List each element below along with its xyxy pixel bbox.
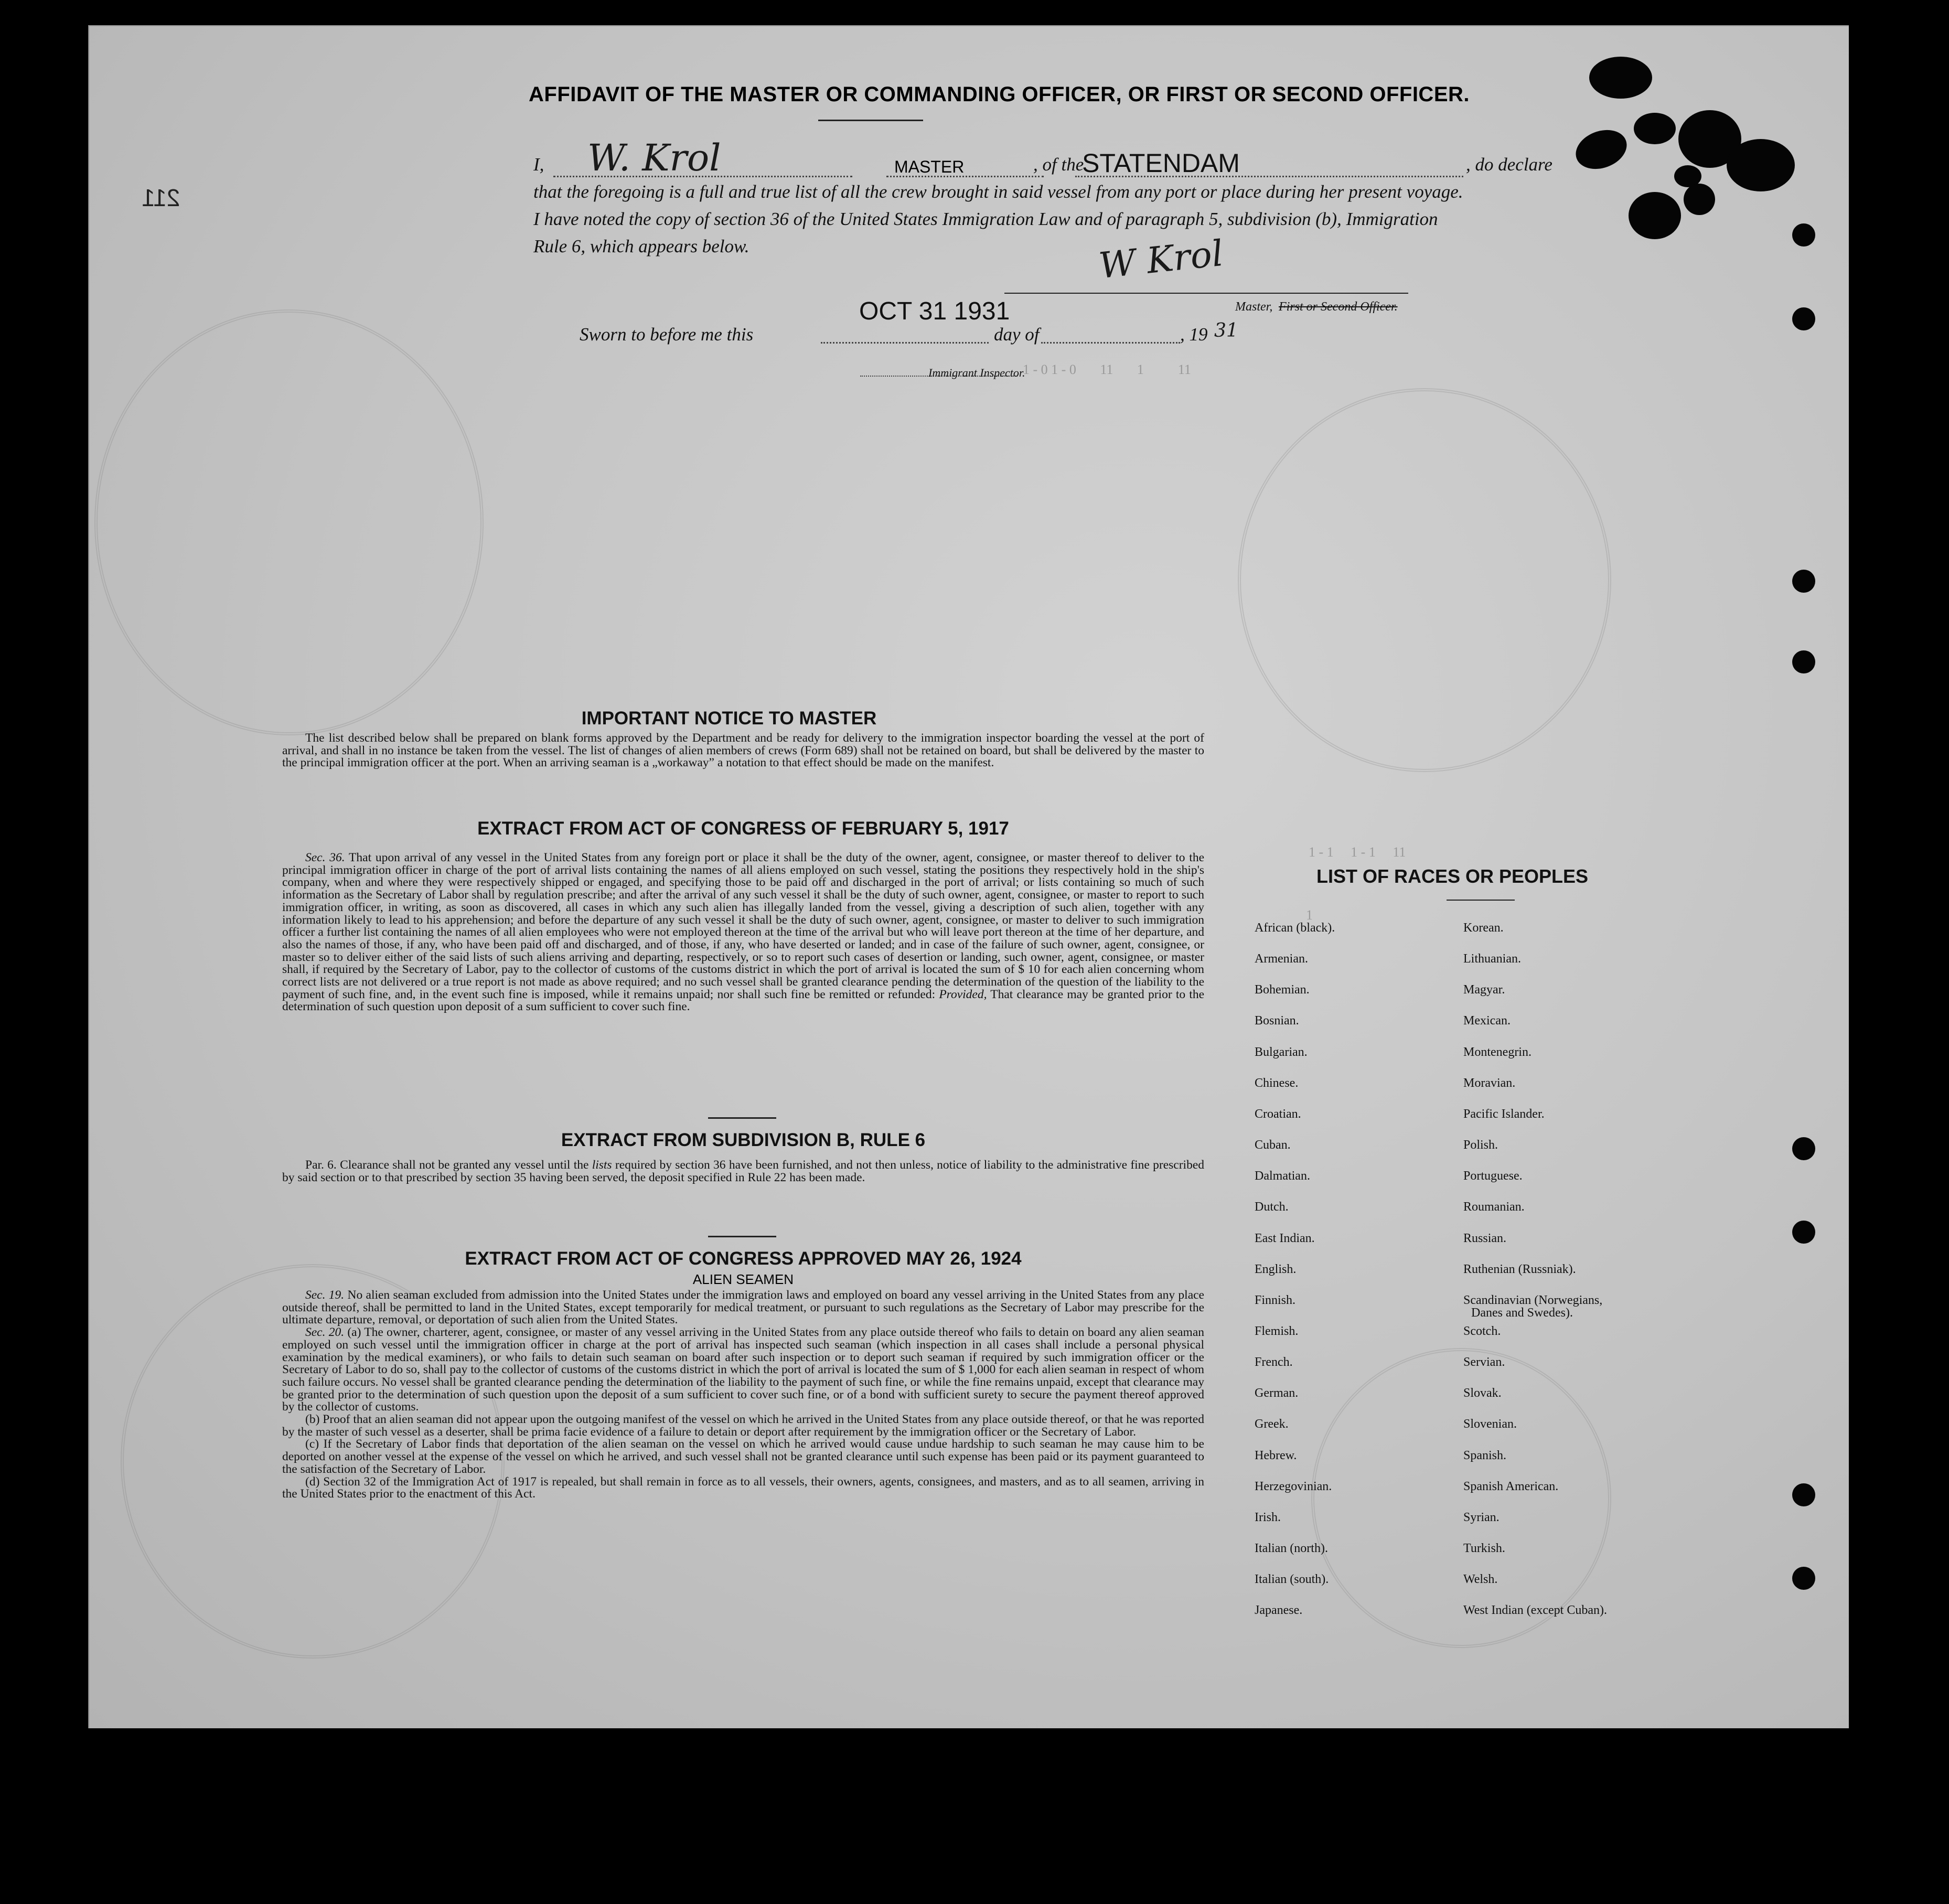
punch-hole <box>1792 307 1815 330</box>
extract-1924-title: EXTRACT FROM ACT OF CONGRESS APPROVED MAY 26, 1924 <box>465 1248 1022 1269</box>
race-item: Italian (north). <box>1255 1542 1328 1555</box>
race-item: French. <box>1255 1355 1293 1370</box>
punch-hole <box>1792 223 1815 247</box>
race-item: West Indian (except Cuban). <box>1463 1603 1607 1618</box>
race-item: East Indian. <box>1255 1231 1315 1245</box>
race-item: Korean. <box>1463 921 1504 935</box>
punch-hole <box>1792 1221 1815 1244</box>
section-36-end: That clearance may be granted prior to the determination of such question upon deposit of a sum sufficient to cover such fine. <box>282 987 1205 1014</box>
race-item: Bulgarian. <box>1255 1045 1308 1059</box>
race-item: Cuban. <box>1255 1138 1291 1152</box>
race-item: Chinese. <box>1255 1076 1299 1090</box>
ink-blot <box>1589 57 1652 99</box>
race-item: Flemish. <box>1255 1324 1299 1338</box>
punch-hole <box>1792 570 1815 593</box>
extract-1917-title: EXTRACT FROM ACT OF CONGRESS OF FEBRUARY 5, 1917 <box>477 818 1009 839</box>
notice-text <box>282 732 1204 769</box>
extract-1924-text <box>282 1289 1204 1501</box>
punch-hole <box>1792 650 1815 673</box>
bleed-through-seal-bottom-right <box>1311 1348 1611 1648</box>
notice-paragraph: The list described below shall be prepared on blank forms approved by the Department and be ready for delivery to the immigration inspector boarding the vessel at the port of arrival, and shall in no instance be taken from the vessel. The list of changes of alien members of crews (Form 689) shall not be retained on board, but shall be delivered by the master to the principal immigration officer at the port. When an arriving seaman is a „workaway” a notation to that effect should be made on the manifest. <box>282 731 1204 770</box>
race-item: Roumanian. <box>1463 1200 1525 1214</box>
rule-6-paragraph <box>282 1159 1204 1184</box>
race-item: Armenian. <box>1255 952 1308 966</box>
name-dotted-line <box>553 176 852 177</box>
section-36-paragraph <box>282 852 1204 1013</box>
affidavit-line-4: Rule 6, which appears below. <box>533 236 749 256</box>
section-36-label: Sec. 36. <box>305 851 345 864</box>
section-20d-paragraph: (d) Section 32 of the Immigration Act of 1917 is repealed, but shall remain in force as to all vessels, their owners, agents, consignees, and masters, and as to all seamen, arriving in the United States prior to the enactment of this Act. <box>282 1474 1204 1501</box>
vessel-name: STATENDAM <box>1082 148 1240 178</box>
race-item: Portuguese. <box>1463 1169 1523 1183</box>
page-number: 211 <box>142 184 180 211</box>
provided-label: Provided, <box>939 987 987 1001</box>
affidavit-line-3: I have noted the copy of section 36 of the United States Immigration Law and of paragraph 5, subdivision (b), Immigration <box>533 209 1438 229</box>
ink-blot <box>1570 123 1632 176</box>
race-item: Bosnian. <box>1255 1014 1299 1028</box>
race-item: Servian. <box>1463 1355 1505 1370</box>
section-20-label: Sec. 20. <box>305 1325 345 1340</box>
race-item: Polish. <box>1463 1138 1498 1152</box>
race-item: Welsh. <box>1463 1573 1498 1587</box>
race-item: German. <box>1255 1386 1299 1400</box>
affidavit-line-2: that the foregoing is a full and true list of all the crew brought in said vessel from any port or place during her present voyage. <box>533 181 1463 202</box>
bleed-through-text: 1 - 0 1 - 0 11 1 11 <box>1023 362 1191 377</box>
divider <box>708 1236 776 1237</box>
race-item: African (black). <box>1255 921 1335 935</box>
rule-6-text-b: required by section 36 have been furnished, and not then unless, notice of liability to the administrative fine prescribed by said section or to that prescribed by section 35 having been served, the deposit specified in Rule 22 has been made. <box>282 1158 1204 1184</box>
ink-blot <box>1629 192 1681 239</box>
affidavit-title: AFFIDAVIT OF THE MASTER OR COMMANDING OFFICER, OR FIRST OR SECOND OFFICER. <box>529 83 1470 106</box>
year-prefix: , 19 <box>1180 324 1208 345</box>
race-item: Hebrew. <box>1255 1448 1297 1462</box>
master-signature: W Krol <box>1097 232 1225 287</box>
section-20a-paragraph <box>282 1327 1204 1414</box>
race-item: Mexican. <box>1463 1014 1511 1028</box>
day-of-label: day of <box>994 324 1040 345</box>
extract-1917-text <box>282 852 1204 1013</box>
ink-blot <box>1684 184 1715 215</box>
punch-hole <box>1792 1483 1815 1506</box>
inspector-label: Immigrant Inspector. <box>928 366 1025 379</box>
section-20b-paragraph: (b) Proof that an alien seaman did not appear upon the outgoing manifest of the vessel on which he arrived in the United States from any place outside thereof, or that he was reported by the master of such vessel as a deserter, shall be prima facie evidence of a failure to detain or deport after requirement by the immigration officer or the Secretary of Labor. <box>282 1413 1204 1439</box>
signature-line <box>1004 293 1408 294</box>
punch-hole <box>1792 1137 1815 1160</box>
rule-6-title: EXTRACT FROM SUBDIVISION B, RULE 6 <box>561 1130 926 1150</box>
year-handwritten: 31 <box>1214 320 1238 341</box>
rule-6-text-a: Par. 6. Clearance shall not be granted any vessel until the <box>305 1158 589 1172</box>
rank-dotted-line <box>886 176 1044 177</box>
race-item: Lithuanian. <box>1463 952 1521 966</box>
race-item: Pacific Islander. <box>1463 1107 1545 1121</box>
date-stamp: OCT 31 1931 <box>859 297 1010 325</box>
race-item: Montenegrin. <box>1463 1045 1532 1059</box>
race-item: Spanish. <box>1463 1448 1507 1462</box>
month-dotted-line <box>1041 342 1180 344</box>
races-title: LIST OF RACES OR PEOPLES <box>1316 865 1589 887</box>
race-item: Magyar. <box>1463 983 1505 997</box>
race-item: Slovenian. <box>1463 1417 1517 1431</box>
race-item: Italian (south). <box>1255 1573 1329 1587</box>
do-declare-label: , do declare <box>1466 154 1552 175</box>
race-item: Moravian. <box>1463 1076 1516 1090</box>
race-item: Turkish. <box>1463 1542 1505 1555</box>
ink-blot <box>1727 139 1795 191</box>
rank-text: MASTER <box>894 157 965 176</box>
divider <box>708 1117 776 1119</box>
bleed-through-seal-left <box>94 309 484 735</box>
race-item: English. <box>1255 1262 1297 1276</box>
alien-seamen-subtitle: ALIEN SEAMEN <box>692 1271 794 1287</box>
race-item: Dalmatian. <box>1255 1169 1310 1183</box>
vessel-dotted-line <box>1075 176 1463 177</box>
notice-title: IMPORTANT NOTICE TO MASTER <box>581 708 877 729</box>
race-item: Bohemian. <box>1255 983 1310 997</box>
race-item: Russian. <box>1463 1231 1507 1245</box>
section-19-label: Sec. 19. <box>305 1288 345 1302</box>
race-item: Greek. <box>1255 1417 1289 1431</box>
race-continuation: Danes and Swedes). <box>1471 1306 1573 1320</box>
race-item: Irish. <box>1255 1510 1281 1524</box>
affidavit-i-label: I, <box>533 154 544 175</box>
section-20a-body: (a) The owner, charterer, agent, consignee, or master of any vessel arriving in the United States from any place outside thereof who fails to detain on board any alien seaman employed on such vessel until the immigration officer in charge at the port of arrival has inspected such seaman (which inspection in all cases shall include a personal physical examination by the medical examiners), or who fails to detain such seaman on board after such inspection or to deport such seaman if required by such immigration officer or the Secretary of Labor to do so, shall pay to the collector of customs of the customs district in which the port of arrival is located the sum of $ 1,000 for each alien seaman in respect of whom such failure occurs. No vessel shall be granted clearance pending the determination of the liability to the payment of such fine, or while the fine remains unpaid, except that clearance may be granted prior to the determination of such question upon the deposit of a sum sufficient to cover such fine, or of a bond with sufficient surety to secure the payment thereof approved by the collector of customs. <box>282 1325 1205 1414</box>
document-page <box>88 25 1849 1728</box>
divider <box>818 120 923 121</box>
race-item: Scotch. <box>1463 1324 1501 1338</box>
race-item: Japanese. <box>1255 1603 1303 1618</box>
struck-officer-label: First or Second Officer. <box>1279 300 1398 314</box>
divider <box>1447 900 1515 901</box>
race-item: Dutch. <box>1255 1200 1289 1214</box>
section-19-paragraph <box>282 1289 1204 1327</box>
rule-6-text <box>282 1159 1204 1184</box>
officer-name-handwritten: W. Krol <box>587 136 721 179</box>
sworn-dotted-line <box>821 342 989 344</box>
of-the-label: , of the <box>1033 154 1084 175</box>
section-19-body: No alien seaman excluded from admission into the United States under the immigration laws and employed on board any vessel arriving in the United States from any place outside thereof, shall be permitted to land in the United States, except temporarily for medical treatment, or pursuant to such regulations as the Secretary of Labor may prescribe for the ultimate departure, removal, or deportation of such alien from the United States. <box>282 1288 1204 1327</box>
race-item: Scandinavian (Norwegians, <box>1463 1293 1603 1307</box>
section-36-body: That upon arrival of any vessel in the United States from any foreign port or place it shall be the duty of the owner, agent, consignee, or master thereof to deliver to the principal immigration officer in charge of the port of arrival lists containing the names of all aliens employed on such vessel, stating the positions they respectively hold in the ship's company, when and where they were respectively shipped or engaged, and specifying those to be paid off and discharged in the port of arrival; or lists containing so much of such information as the Secretary of Labor shall by regulation prescribe; and after the arrival of any such vessel it shall be the duty of such owner, agent, consignee, or master to report to such immigration officer, in writing, as soon as discovered, all cases in which any such alien has illegally landed from the vessel, giving a description of such alien, together with any information likely to lead to his apprehension; and before the departure of any such vessel it shall be the duty of such owner, agent, consignee, or master to deliver to such immigration officer a further list containing the names of all alien employees who were not employed thereon at the time of the arrival but who will leave port thereon at the time of her departure, and also the names of those, if any, who have been paid off and discharged, and of those, if any, who have deserted or landed; and in case of the failure of such owner, agent, consignee, or master so to deliver either of the said lists of such aliens arriving and departing, respectively, or so to report such cases of desertion or landing, such owner, agent, consignee, or master shall, if required by the Secretary of Labor, pay to the collector of customs of the customs district in which the port of arrival is located the sum of $ 10 for each alien concerning whom correct lists are not delivered or a true report is not made as above required; and no such vessel shall be granted clearance pending the determination of the question of the liability to the payment of such fine, and, in the event such fine is imposed, while it remains unpaid; nor shall such fine be remitted or refunded: <box>282 851 1204 1001</box>
punch-hole <box>1792 1567 1815 1590</box>
sworn-label: Sworn to before me this <box>580 324 754 345</box>
lists-word: lists <box>592 1158 612 1172</box>
bleed-through-seal-right <box>1238 388 1611 772</box>
race-item: Croatian. <box>1255 1107 1301 1121</box>
race-item: Spanish American. <box>1463 1479 1559 1493</box>
bleed-through-text: 1 <box>1306 907 1313 923</box>
section-20c-paragraph: (c) If the Secretary of Labor finds that deportation of the alien seaman on the vessel on which he arrived would cause undue hardship to such seaman he may cause him to be deported on another vessel at the expense of the vessel on which he arrived, and such vessel shall not be granted clearance until such expense has been paid or its payment guaranteed to the satisfaction of the Secretary of Labor. <box>282 1437 1204 1476</box>
bleed-through-text: 1 - 1 1 - 1 11 <box>1309 844 1406 860</box>
race-item: Finnish. <box>1255 1293 1296 1307</box>
ink-blot <box>1634 113 1676 144</box>
race-item: Syrian. <box>1463 1510 1500 1524</box>
race-item: Herzegovinian. <box>1255 1479 1332 1493</box>
race-item: Ruthenian (Russniak). <box>1463 1262 1576 1276</box>
master-label: Master, <box>1235 300 1273 314</box>
race-item: Slovak. <box>1463 1386 1502 1400</box>
